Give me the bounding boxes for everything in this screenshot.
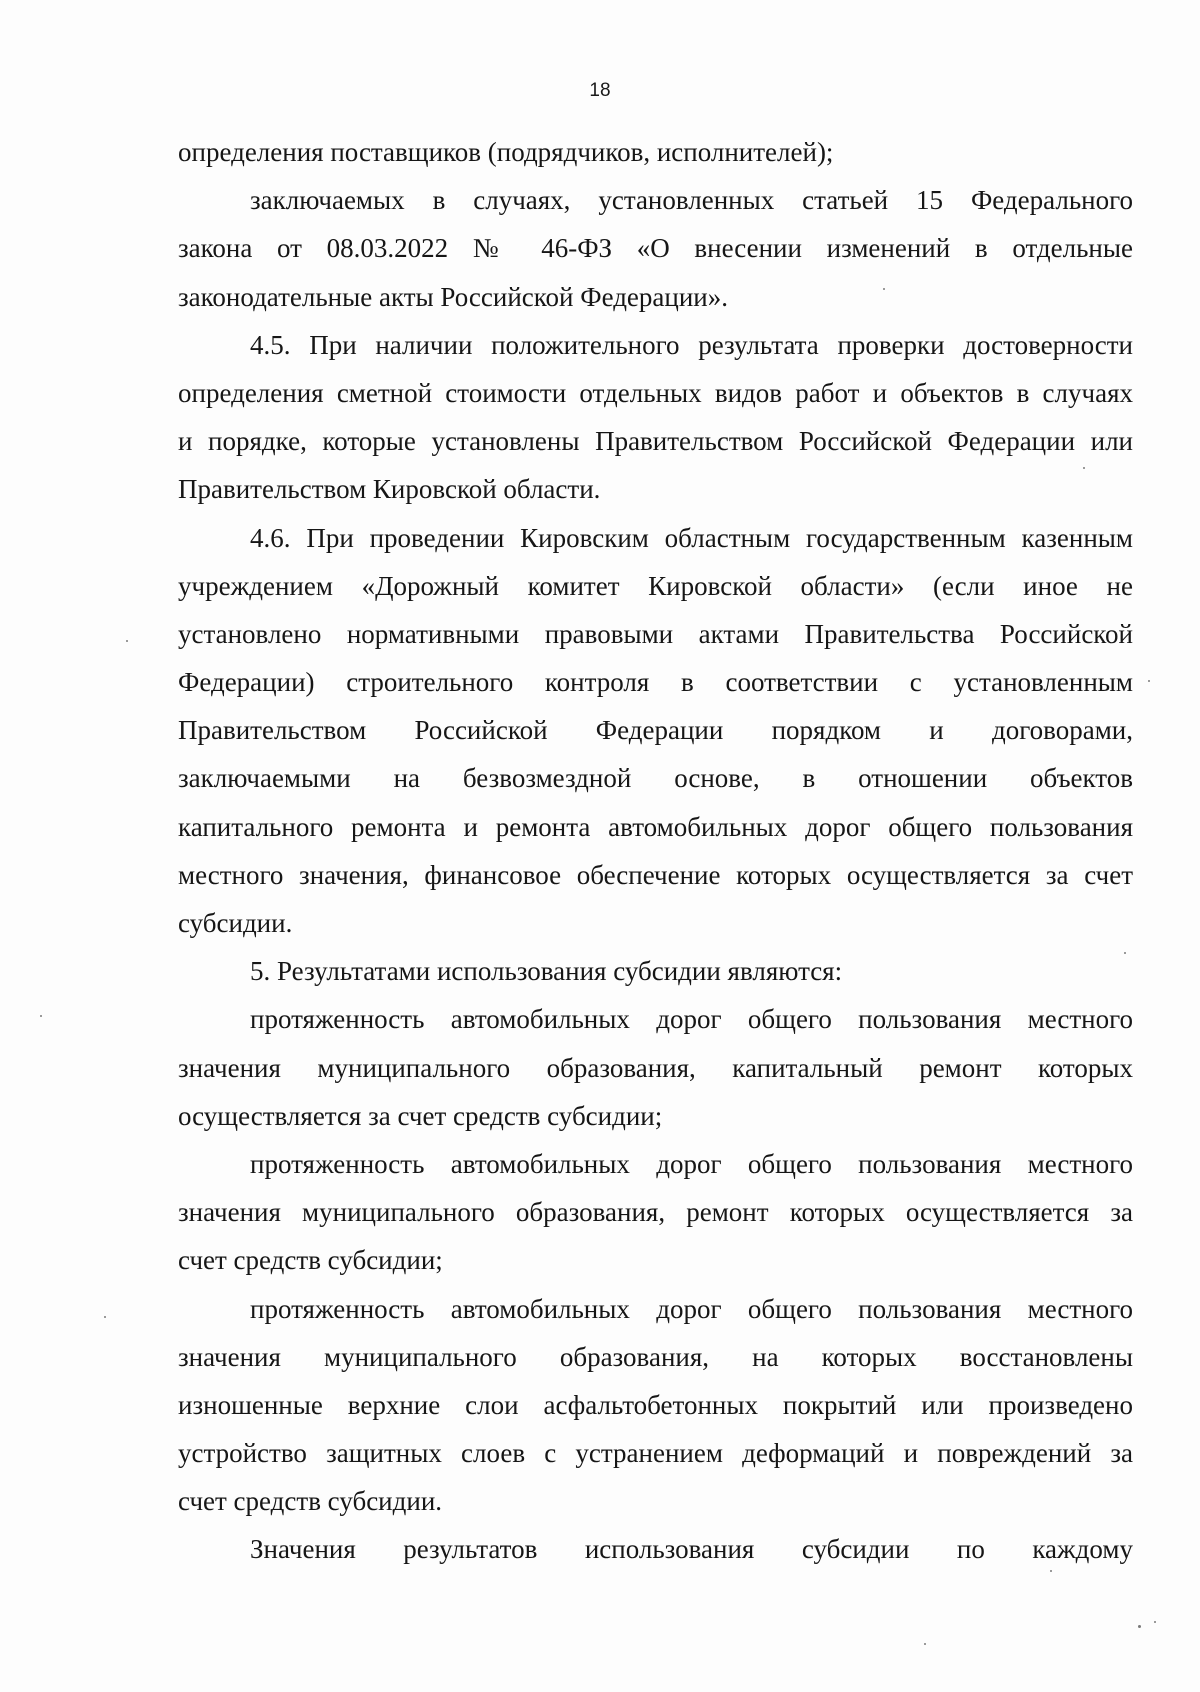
text-line: заключаемыми на безвозмездной основе, в отношении объектов — [178, 763, 1133, 794]
scan-speck — [40, 1015, 42, 1017]
scan-speck — [1050, 1570, 1052, 1572]
text-line: Правительством Кировской области. — [178, 474, 601, 505]
text-line: определения поставщиков (подрядчиков, исполнителей); — [178, 137, 834, 167]
text-line: устройство защитных слоев с устранением деформаций и повреждений за — [178, 1438, 1133, 1469]
text-line: 4.6. При проведении Кировским областным государственным казенным — [250, 522, 1133, 553]
scan-speck — [126, 640, 128, 642]
text-line: определения сметной стоимости отдельных видов работ и объектов в случаях — [178, 377, 1133, 408]
text-line: протяженность автомобильных дорог общего пользования местного — [250, 1148, 1133, 1179]
scan-speck — [924, 1643, 926, 1645]
text-line: протяженность автомобильных дорог общего пользования местного — [250, 1004, 1133, 1035]
text-line: установлено нормативными правовыми актами Правительства Российской — [178, 618, 1133, 649]
scan-speck — [1138, 1625, 1141, 1628]
scan-speck — [1083, 467, 1085, 469]
text-line: значения муниципального образования, капитальный ремонт которых — [178, 1052, 1133, 1083]
text-line: протяженность автомобильных дорог общего пользования местного — [250, 1293, 1133, 1324]
page-number: 18 — [589, 80, 611, 101]
scan-speck — [104, 1316, 106, 1318]
text-line: капитального ремонта и ремонта автомобильных дорог общего пользования — [178, 811, 1133, 842]
body-text — [178, 128, 1133, 1574]
text-line: законодательные акты Российской Федерации». — [178, 281, 728, 312]
text-line: закона от 08.03.2022 № 46-ФЗ «О внесении изменений в отдельные — [178, 233, 1133, 264]
text-line: Значения результатов использования субсидии по каждому — [250, 1534, 1133, 1565]
scan-speck — [1148, 680, 1150, 682]
text-line: местного значения, финансовое обеспечение которых осуществляется за счет — [178, 859, 1133, 890]
text-line: осуществляется за счет средств субсидии; — [178, 1100, 663, 1131]
text-line: и порядке, которые установлены Правительством Российской Федерации или — [178, 426, 1133, 457]
text-line: субсидии. — [178, 908, 293, 938]
text-line: счет средств субсидии; — [178, 1245, 443, 1276]
scan-speck — [883, 288, 885, 290]
text-line: 5. Результатами использования субсидии являются: — [250, 956, 843, 987]
text-line: значения муниципального образования, ремонт которых осуществляется за — [178, 1197, 1133, 1228]
text-line: 4.5. При наличии положительного результата проверки достоверности — [250, 329, 1133, 360]
scan-speck — [1124, 952, 1126, 954]
text-line: заключаемых в случаях, установленных статьей 15 Федерального — [250, 185, 1133, 216]
text-line: счет средств субсидии. — [178, 1486, 443, 1517]
scan-speck — [1154, 1621, 1156, 1623]
text-line: Федерации) строительного контроля в соответствии с установленным — [178, 667, 1133, 698]
text-line: значения муниципального образования, на которых восстановлены — [178, 1341, 1133, 1372]
text-line: Правительством Российской Федерации порядком и договорами, — [178, 715, 1133, 746]
text-line: учреждением «Дорожный комитет Кировской области» (если иное не — [178, 570, 1133, 601]
text-line: изношенные верхние слои асфальтобетонных покрытий или произведено — [178, 1389, 1133, 1420]
